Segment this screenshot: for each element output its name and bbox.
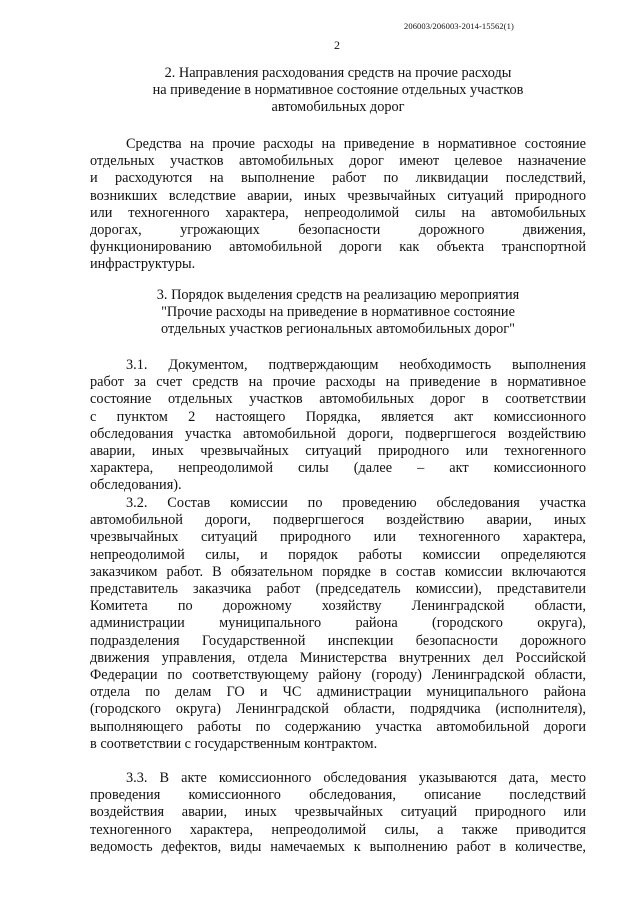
text-line: 3.3. В акте комиссионного обследования указываются дата, место xyxy=(126,770,586,786)
text-line: дорогах, угрожающих безопасности дорожного движения, xyxy=(90,222,586,239)
text-line: характера, непреодолимой силы (далее – акт комиссионного xyxy=(90,460,586,477)
text-line: и расходуются на выполнение работ по ликвидации последствий, xyxy=(90,170,586,187)
text-line: администрации муниципального района (городского округа), xyxy=(90,615,586,632)
text-line: отдельных участков автомобильных дорог имеют целевое назначение xyxy=(90,153,586,170)
heading-line: 3. Порядок выделения средств на реализацию мероприятия xyxy=(156,287,520,303)
text-line: 3.2. Состав комиссии по проведению обследования участка xyxy=(126,495,586,511)
text-line: или техногенного характера, непреодолимой силы на автомобильных xyxy=(90,204,586,221)
text-line: Комитета по дорожному хозяйству Ленинградской области, xyxy=(90,598,586,615)
text-line: проведения комиссионного обследования, описание последствий xyxy=(90,787,586,804)
text-line: в соответствии с государственным контрактом. xyxy=(90,735,378,752)
heading-line: на приведение в нормативное состояние отдельных участков xyxy=(152,82,524,99)
paragraph-3-1 xyxy=(90,357,586,495)
text-line: работ за счет средств на прочие расходы на приведение в нормативное xyxy=(90,374,586,391)
text-line: заказчиком работ. В обязательном порядке в состав комиссии включаются xyxy=(90,563,586,580)
paragraph-3-3 xyxy=(90,770,586,856)
text-line: непреодолимой силы, и порядок работы комиссии определяются xyxy=(90,546,586,563)
text-line: (городского округа) Ленинградской области, подрядчика (исполнителя), xyxy=(90,701,586,718)
text-line: аварии, иных чрезвычайных ситуаций природного или техногенного xyxy=(90,443,586,460)
heading-line: отдельных участков региональных автомобильных дорог" xyxy=(160,321,515,338)
page-number: 2 xyxy=(334,38,340,52)
text-line: воздействия аварии, иных чрезвычайных ситуаций природного или xyxy=(90,804,586,821)
text-line: отдела по делам ГО и ЧС администрации муниципального района xyxy=(90,684,586,701)
paragraph-3-2 xyxy=(90,495,586,753)
text-line: функционированию автомобильной дороги как объекта транспортной xyxy=(90,239,586,256)
text-line: чрезвычайных ситуаций природного или техногенного характера, xyxy=(90,529,586,546)
text-line: представитель заказчика работ (председатель комиссии), представители xyxy=(90,581,586,598)
text-line: состояние отдельных участков автомобильных дорог в соответствии xyxy=(90,391,586,408)
text-line: движения управления, отдела Министерства внутренних дел Российской xyxy=(90,649,586,666)
text-line: Федерации по соответствующему району (городу) Ленинградской области, xyxy=(90,667,586,684)
text-line: возникших вследствие аварии, иных чрезвычайных ситуаций природного xyxy=(90,187,586,204)
section-2-paragraph xyxy=(90,136,586,274)
section-2-heading xyxy=(90,65,586,117)
text-line: Средства на прочие расходы на приведение в нормативное состояние xyxy=(126,136,586,152)
heading-line: 2. Направления расходования средств на прочие расходы xyxy=(164,65,512,81)
text-line: автомобильной дороги, подвергшегося воздействию аварии, иных xyxy=(90,512,586,529)
heading-line: "Прочие расходы на приведение в нормативное состояние xyxy=(161,304,515,321)
document-id: 206003/206003-2014-15562(1) xyxy=(404,21,514,31)
text-line: подразделения Государственной инспекции безопасности дорожного xyxy=(90,632,586,649)
text-line: выполняющего работы по содержанию участка автомобильной дороги xyxy=(90,718,586,735)
text-line: обследования участка автомобильной дороги, подвергшегося воздействию xyxy=(90,425,586,442)
text-line: обследования). xyxy=(90,477,182,494)
text-line: 3.1. Документом, подтверждающим необходимость выполнения xyxy=(126,357,586,373)
text-line: техногенного характера, непреодолимой силы, а также приводится xyxy=(90,821,586,838)
text-line: инфраструктуры. xyxy=(90,256,196,273)
heading-line: автомобильных дорог xyxy=(271,99,405,116)
text-line: с пунктом 2 настоящего Порядка, является акт комиссионного xyxy=(90,408,586,425)
section-3-heading xyxy=(90,287,586,339)
text-line: ведомость дефектов, виды намечаемых к выполнению работ в количестве, xyxy=(90,838,586,855)
